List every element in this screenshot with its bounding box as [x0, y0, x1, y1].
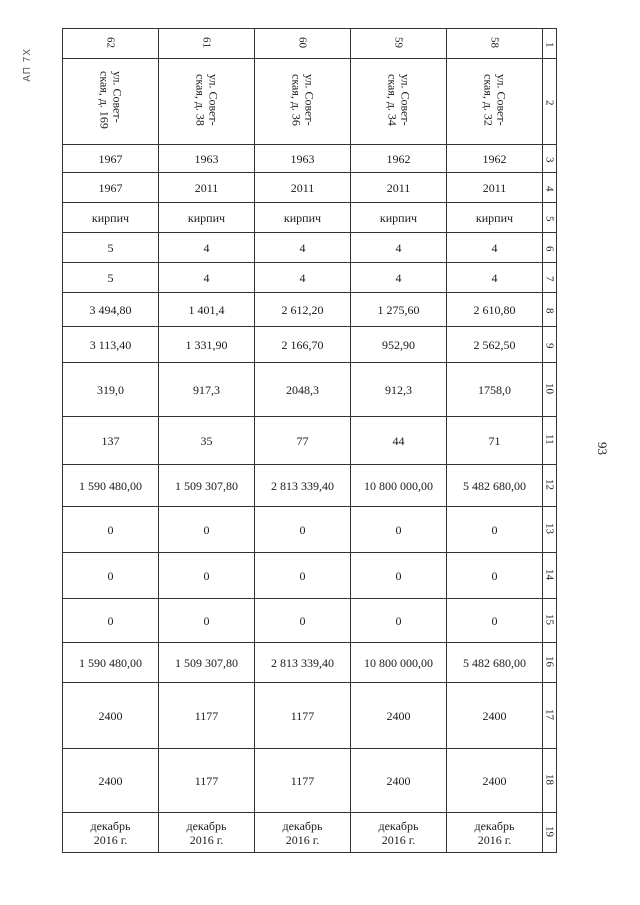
data-cell	[351, 263, 447, 293]
row-number-cell	[543, 173, 557, 203]
data-cell	[159, 599, 255, 643]
data-cell	[447, 327, 543, 363]
cell-value: 4	[299, 240, 306, 255]
address-cell	[351, 59, 447, 145]
row-number-cell	[543, 599, 557, 643]
data-cell	[159, 417, 255, 465]
data-cell	[63, 293, 159, 327]
cell-value: 5 482 680,00	[463, 478, 526, 493]
row-number: 13	[543, 522, 556, 534]
cell-value: 1962	[386, 151, 411, 166]
data-cell	[351, 417, 447, 465]
data-cell	[447, 145, 543, 173]
cell-value: 0	[395, 522, 402, 537]
cell-value: 2400	[386, 708, 411, 723]
data-cell	[159, 643, 255, 683]
cell-value: 4	[491, 240, 498, 255]
data-cell	[63, 813, 159, 853]
data-cell	[63, 233, 159, 263]
cell-value: 77	[296, 433, 309, 448]
cell-value: 2400	[386, 773, 411, 788]
data-cell	[447, 507, 543, 553]
data-cell	[447, 417, 543, 465]
data-cell	[351, 599, 447, 643]
cell-value: 1177	[290, 708, 315, 723]
address-cell	[159, 59, 255, 145]
data-cell	[447, 813, 543, 853]
cell-value: 0	[107, 568, 114, 583]
data-cell	[351, 553, 447, 599]
cell-value: 1 401,4	[188, 302, 225, 317]
data-cell	[63, 465, 159, 507]
cell-value: 912,3	[385, 382, 412, 397]
data-cell	[351, 749, 447, 813]
data-cell	[255, 233, 351, 263]
data-cell	[447, 173, 543, 203]
cell-value: 4	[395, 270, 402, 285]
table-row	[63, 145, 557, 173]
data-cell	[63, 263, 159, 293]
cell-value: 2011	[482, 180, 507, 195]
data-cell	[255, 145, 351, 173]
cell-value: 137	[101, 433, 120, 448]
cell-value: 319,0	[97, 382, 124, 397]
data-cell	[351, 203, 447, 233]
column-number-cell	[159, 29, 255, 59]
address-text: ул. Совет- ская, д. 32	[481, 74, 509, 126]
data-cell	[255, 203, 351, 233]
cell-value: 0	[203, 613, 210, 628]
row-number: 19	[543, 825, 556, 837]
cell-value: 1758,0	[478, 382, 511, 397]
column-number: 62	[104, 36, 117, 48]
cell-value: 1 590 480,00	[79, 478, 142, 493]
cell-value: 0	[395, 613, 402, 628]
column-number-cell	[63, 29, 159, 59]
cell-value: 2400	[98, 773, 123, 788]
data-cell	[63, 203, 159, 233]
data-cell	[159, 293, 255, 327]
data-cell	[159, 145, 255, 173]
row-number-cell	[543, 363, 557, 417]
row-number-cell	[543, 465, 557, 507]
row-number: 5	[543, 216, 556, 222]
row-number-cell	[543, 749, 557, 813]
row-number: 2	[543, 100, 556, 106]
data-cell	[447, 363, 543, 417]
cell-value: 0	[491, 568, 498, 583]
table-row	[63, 293, 557, 327]
table-row	[63, 327, 557, 363]
cell-value: 3 494,80	[89, 302, 132, 317]
cell-value: 0	[299, 522, 306, 537]
row-number-cell	[543, 59, 557, 145]
row-number: 6	[543, 246, 556, 252]
cell-value: декабрь 2016 г.	[378, 818, 419, 847]
address-text: ул. Совет- ская, д. 169	[97, 71, 125, 129]
data-cell	[159, 263, 255, 293]
row-number-cell	[543, 293, 557, 327]
data-cell	[255, 643, 351, 683]
cell-value: 4	[299, 270, 306, 285]
table-body	[63, 29, 557, 853]
cell-value: 2048,3	[286, 382, 319, 397]
data-cell	[63, 327, 159, 363]
table-row	[63, 465, 557, 507]
column-number-cell	[255, 29, 351, 59]
data-cell	[255, 683, 351, 749]
row-number-cell	[543, 683, 557, 749]
row-number: 16	[543, 655, 556, 667]
data-cell	[159, 363, 255, 417]
cell-value: 1177	[194, 773, 219, 788]
table-row	[63, 813, 557, 853]
table-row	[63, 683, 557, 749]
row-number: 9	[543, 343, 556, 349]
data-cell	[351, 233, 447, 263]
data-cell	[447, 683, 543, 749]
cell-value: 2400	[482, 773, 507, 788]
cell-value: 0	[395, 568, 402, 583]
column-number: 58	[488, 36, 501, 48]
column-number: 61	[200, 36, 213, 48]
table-row	[63, 173, 557, 203]
cell-value: 1 590 480,00	[79, 655, 142, 670]
cell-value: 1 331,90	[185, 337, 228, 352]
row-number-cell	[543, 553, 557, 599]
cell-value: 35	[200, 433, 213, 448]
cell-value: декабрь 2016 г.	[186, 818, 227, 847]
cell-value: 0	[491, 613, 498, 628]
data-cell	[159, 173, 255, 203]
cell-value: 1 509 307,80	[175, 478, 238, 493]
data-cell	[255, 327, 351, 363]
cell-value: 1 275,60	[377, 302, 420, 317]
data-cell	[255, 813, 351, 853]
cell-value: 2 612,20	[281, 302, 324, 317]
table-row	[63, 233, 557, 263]
cell-value: 2400	[482, 708, 507, 723]
cell-value: кирпич	[475, 210, 514, 225]
data-cell	[159, 683, 255, 749]
cell-value: 0	[299, 613, 306, 628]
cell-value: 10 800 000,00	[364, 478, 433, 493]
cell-value: 0	[107, 613, 114, 628]
data-cell	[351, 507, 447, 553]
row-number-cell	[543, 203, 557, 233]
table-row	[63, 553, 557, 599]
data-cell	[351, 683, 447, 749]
data-cell	[351, 813, 447, 853]
data-cell	[255, 263, 351, 293]
row-number: 10	[543, 382, 556, 394]
row-number: 17	[543, 708, 556, 720]
data-cell	[351, 643, 447, 683]
data-cell	[351, 145, 447, 173]
data-cell	[159, 507, 255, 553]
data-cell	[447, 643, 543, 683]
row-number: 7	[543, 276, 556, 282]
row-number-cell	[543, 263, 557, 293]
cell-value: 1963	[290, 151, 315, 166]
cell-value: 1967	[98, 180, 123, 195]
cell-value: 2 562,50	[473, 337, 516, 352]
margin-mark: АП 7Х	[22, 48, 33, 82]
cell-value: 1177	[194, 708, 219, 723]
data-cell	[255, 749, 351, 813]
column-number-cell	[351, 29, 447, 59]
cell-value: кирпич	[283, 210, 322, 225]
data-cell	[255, 507, 351, 553]
data-cell	[447, 263, 543, 293]
data-cell	[159, 553, 255, 599]
data-cell	[447, 233, 543, 263]
cell-value: 1963	[194, 151, 219, 166]
cell-value: 5	[107, 270, 114, 285]
data-cell	[159, 813, 255, 853]
cell-value: 2011	[194, 180, 219, 195]
cell-value: 0	[203, 568, 210, 583]
data-cell	[255, 363, 351, 417]
data-cell	[255, 553, 351, 599]
cell-value: декабрь 2016 г.	[282, 818, 323, 847]
data-cell	[447, 465, 543, 507]
cell-value: 3 113,40	[89, 337, 132, 352]
data-cell	[447, 553, 543, 599]
cell-value: 4	[395, 240, 402, 255]
cell-value: 2011	[386, 180, 411, 195]
data-cell	[351, 173, 447, 203]
table-row	[63, 599, 557, 643]
row-number: 18	[543, 773, 556, 785]
data-cell	[255, 599, 351, 643]
cell-value: 1967	[98, 151, 123, 166]
data-cell	[63, 363, 159, 417]
row-number-cell	[543, 233, 557, 263]
cell-value: кирпич	[379, 210, 418, 225]
data-cell	[351, 293, 447, 327]
data-cell	[255, 417, 351, 465]
cell-value: 44	[392, 433, 405, 448]
cell-value: 4	[203, 240, 210, 255]
data-cell	[63, 553, 159, 599]
column-number: 59	[392, 36, 405, 48]
address-cell	[447, 59, 543, 145]
cell-value: декабрь 2016 г.	[90, 818, 131, 847]
data-cell	[351, 363, 447, 417]
data-cell	[63, 507, 159, 553]
cell-value: кирпич	[187, 210, 226, 225]
cell-value: кирпич	[91, 210, 130, 225]
row-number-cell	[543, 643, 557, 683]
table-row	[63, 29, 557, 59]
cell-value: 2011	[290, 180, 315, 195]
table-row	[63, 59, 557, 145]
data-cell	[63, 145, 159, 173]
row-number: 8	[543, 308, 556, 314]
cell-value: 4	[203, 270, 210, 285]
table-row	[63, 643, 557, 683]
cell-value: 10 800 000,00	[364, 655, 433, 670]
column-number-cell	[447, 29, 543, 59]
data-cell	[63, 599, 159, 643]
row-number-cell	[543, 417, 557, 465]
cell-value: 1 509 307,80	[175, 655, 238, 670]
row-number: 4	[543, 186, 556, 192]
cell-value: 71	[488, 433, 501, 448]
page-number: 93	[595, 442, 610, 455]
table-row	[63, 263, 557, 293]
data-cell	[351, 327, 447, 363]
cell-value: 917,3	[193, 382, 220, 397]
address-cell	[255, 59, 351, 145]
row-number: 14	[543, 568, 556, 580]
cell-value: 5 482 680,00	[463, 655, 526, 670]
cell-value: 2 166,70	[281, 337, 324, 352]
data-cell	[159, 749, 255, 813]
table-row	[63, 507, 557, 553]
data-cell	[159, 327, 255, 363]
row-number-cell	[543, 327, 557, 363]
data-cell	[351, 465, 447, 507]
table-row	[63, 203, 557, 233]
data-cell	[63, 683, 159, 749]
data-cell	[63, 749, 159, 813]
cell-value: 5	[107, 240, 114, 255]
data-cell	[255, 465, 351, 507]
address-text: ул. Совет- ская, д. 36	[289, 74, 317, 126]
cell-value: 0	[203, 522, 210, 537]
row-number-cell	[543, 145, 557, 173]
data-cell	[447, 599, 543, 643]
row-number-cell	[543, 507, 557, 553]
cell-value: 2400	[98, 708, 123, 723]
cell-value: 2 610,80	[473, 302, 516, 317]
cell-value: 1177	[290, 773, 315, 788]
address-text: ул. Совет- ская, д. 38	[193, 74, 221, 126]
column-number: 60	[296, 36, 309, 48]
data-cell	[255, 293, 351, 327]
address-cell	[63, 59, 159, 145]
data-cell	[159, 465, 255, 507]
cell-value: 1962	[482, 151, 507, 166]
data-cell	[63, 643, 159, 683]
row-number: 1	[543, 42, 556, 48]
cell-value: декабрь 2016 г.	[474, 818, 515, 847]
data-cell	[447, 203, 543, 233]
cell-value: 0	[299, 568, 306, 583]
row-number-cell	[543, 813, 557, 853]
data-cell	[447, 749, 543, 813]
table-row	[63, 417, 557, 465]
table-row	[63, 363, 557, 417]
data-cell	[63, 417, 159, 465]
data-cell	[159, 233, 255, 263]
row-number-cell	[543, 29, 557, 59]
row-number: 11	[543, 433, 556, 445]
data-cell	[63, 173, 159, 203]
address-text: ул. Совет- ская, д. 34	[385, 74, 413, 126]
cell-value: 0	[107, 522, 114, 537]
cell-value: 0	[491, 522, 498, 537]
row-number: 15	[543, 613, 556, 625]
document-table	[62, 28, 557, 853]
cell-value: 2 813 339,40	[271, 655, 334, 670]
cell-value: 952,90	[382, 337, 415, 352]
row-number: 3	[543, 157, 556, 163]
cell-value: 4	[491, 270, 498, 285]
cell-value: 2 813 339,40	[271, 478, 334, 493]
data-cell	[447, 293, 543, 327]
data-cell	[255, 173, 351, 203]
table-row	[63, 749, 557, 813]
data-cell	[159, 203, 255, 233]
row-number: 12	[543, 478, 556, 490]
